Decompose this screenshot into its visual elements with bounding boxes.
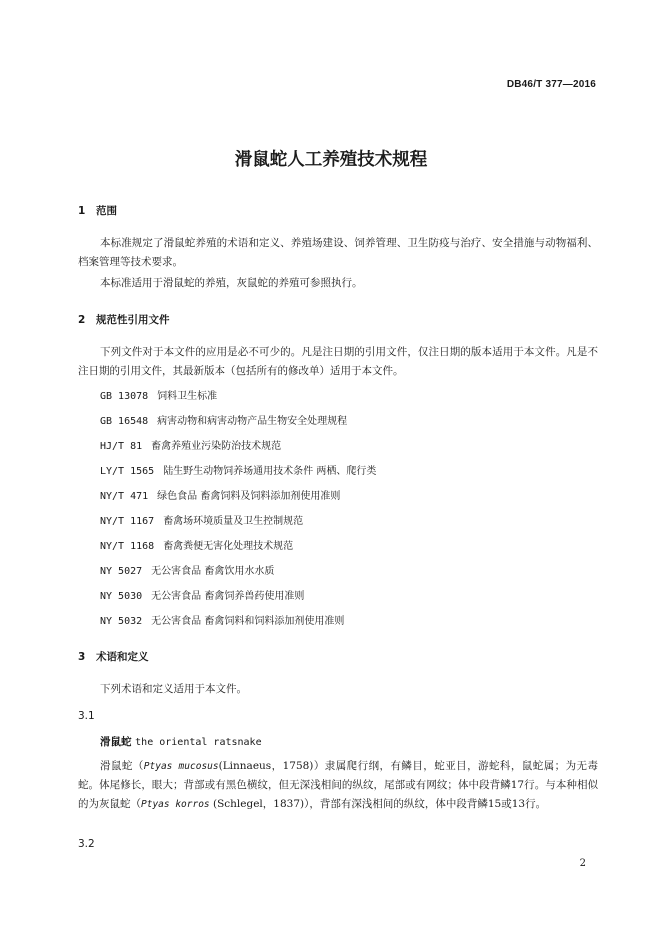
reference-item [100, 612, 344, 627]
section-1-paragraph-1: 本标准规定了滑鼠蛇养殖的术语和定义、养殖场建设、饲养管理、卫生防疫与治疗、安全措施与动物福利、档案管理等技术要求。 [78, 237, 598, 268]
reference-item [100, 512, 303, 527]
section-1-paragraph-2: 本标准适用于滑鼠蛇的养殖，灰鼠蛇的养殖可参照执行。 [100, 277, 363, 289]
reference-title: 无公害食品 畜禽饮用水水质 [151, 566, 275, 577]
term-english: the oriental ratsnake [135, 737, 262, 748]
reference-title: 饲料卫生标准 [157, 391, 218, 402]
reference-item [100, 537, 293, 552]
reference-title: 无公害食品 畜禽饲料和饲料添加剂使用准则 [151, 616, 345, 627]
section-number: 2 [78, 314, 86, 326]
reference-code: GB 13078 [100, 391, 149, 402]
definition-text-a: 滑鼠蛇（ [100, 760, 144, 772]
page-number: 2 [579, 858, 586, 869]
reference-item [100, 562, 274, 577]
section-number: 1 [78, 205, 86, 217]
reference-item [100, 587, 304, 602]
reference-item [100, 462, 376, 477]
reference-code: NY/T 471 [100, 491, 149, 502]
reference-code: NY 5030 [100, 591, 143, 602]
reference-title: 绿色食品 畜禽饲料及饲料添加剂使用准则 [157, 491, 341, 502]
term-entry [100, 734, 262, 749]
definition-text-c: (Schlegel，1837)），背部有深浅相间的纵纹，体中段背鳞15或13行。 [209, 798, 547, 810]
section-title: 规范性引用文件 [96, 314, 170, 326]
reference-item [100, 487, 340, 502]
term-definition [78, 757, 598, 814]
term-chinese: 滑鼠蛇 [100, 736, 132, 748]
scientific-name-1: Ptyas mucosus [143, 761, 219, 772]
reference-code: HJ/T 81 [100, 441, 143, 452]
reference-item [100, 412, 347, 427]
section-1-heading [78, 203, 117, 218]
reference-code: LY/T 1565 [100, 466, 155, 477]
section-number: 3 [78, 651, 86, 663]
reference-code: NY 5027 [100, 566, 143, 577]
reference-title: 畜禽粪便无害化处理技术规范 [163, 541, 294, 552]
reference-code: NY/T 1167 [100, 516, 155, 527]
section-2-heading [78, 312, 170, 327]
subsection-3-2-number: 3.2 [78, 838, 95, 850]
section-title: 术语和定义 [96, 651, 149, 663]
reference-title: 无公害食品 畜禽饲养兽药使用准则 [151, 591, 305, 602]
section-3-intro: 下列术语和定义适用于本文件。 [100, 683, 247, 695]
definition-text-b: (Linnaeus，1758)）隶属爬行纲，有鳞目，蛇亚目，游蛇科，鼠蛇属；为无毒蛇。体尾修长，眼大；背部或有黑色横纹，但无深浅相间的纵纹，尾部或有网纹；体中段背鳞17行。与本种相似的为灰鼠蛇（ [78, 760, 599, 810]
reference-item [100, 387, 217, 402]
reference-item [100, 437, 281, 452]
reference-title: 畜禽场环境质量及卫生控制规范 [163, 516, 304, 527]
section-title: 范围 [96, 205, 117, 217]
reference-code: NY 5032 [100, 616, 143, 627]
reference-title: 病害动物和病害动物产品生物安全处理规程 [157, 416, 348, 427]
reference-code: NY/T 1168 [100, 541, 155, 552]
section-3-heading [78, 649, 149, 664]
reference-title: 畜禽养殖业污染防治技术规范 [151, 441, 282, 452]
section-2-intro: 下列文件对于本文件的应用是必不可少的。凡是注日期的引用文件，仅注日期的版本适用于本文件。凡是不注日期的引用文件，其最新版本（包括所有的修改单）适用于本文件。 [78, 346, 598, 377]
page-title: 滑鼠蛇人工养殖技术规程 [234, 150, 428, 170]
subsection-3-1-number: 3.1 [78, 710, 95, 722]
doc-code: DB46/T 377—2016 [506, 79, 596, 90]
scientific-name-2: Ptyas korros [141, 799, 210, 810]
reference-title: 陆生野生动物饲养场通用技术条件 两栖、爬行类 [163, 466, 377, 477]
reference-code: GB 16548 [100, 416, 149, 427]
